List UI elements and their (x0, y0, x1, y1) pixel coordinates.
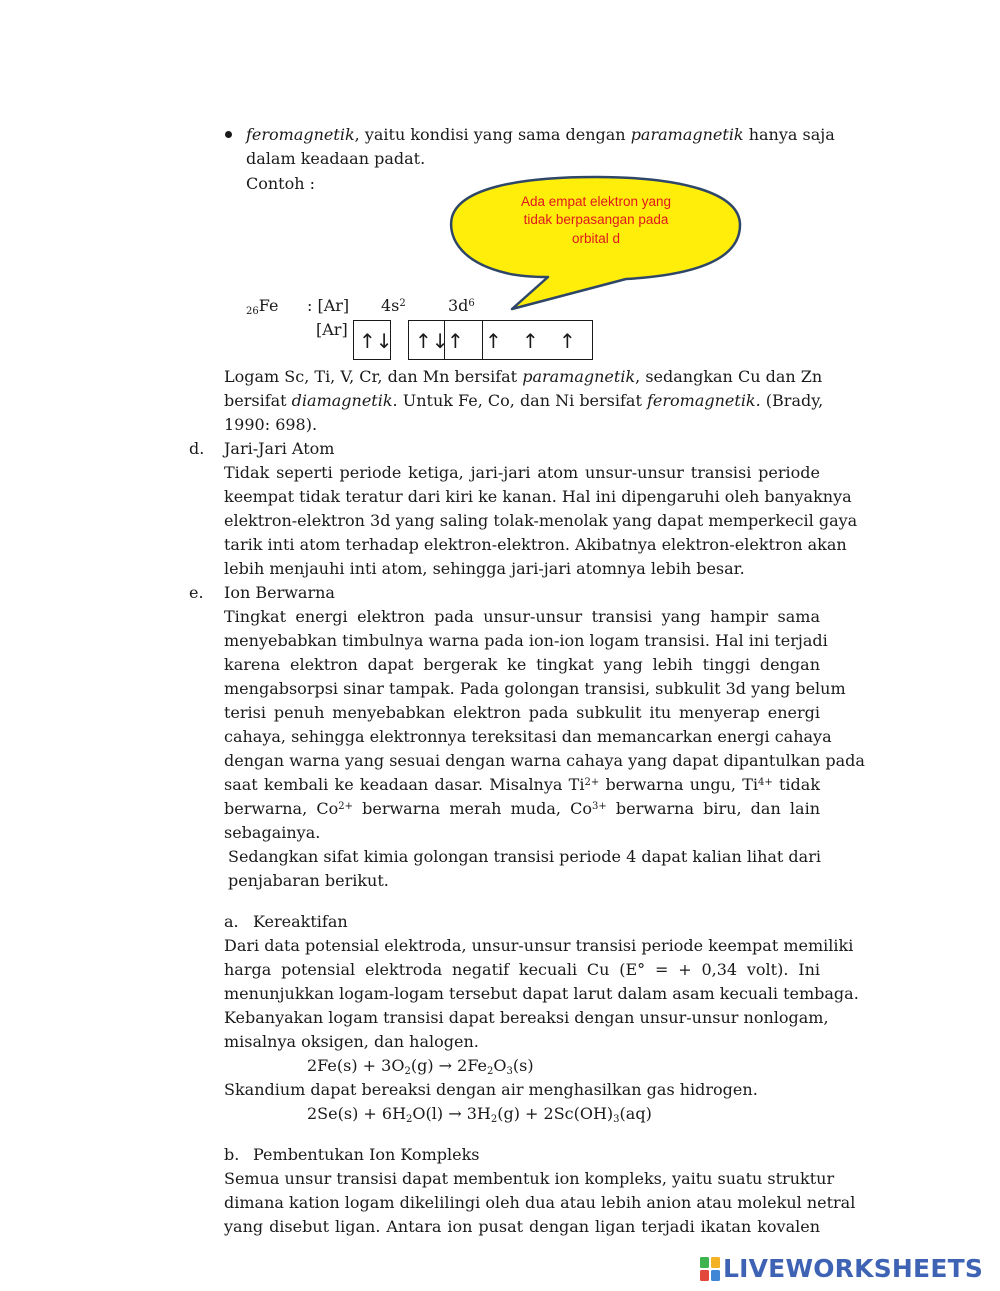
section-e-line: dengan warna yang sesuai dengan warna cahaya yang dapat dipantulkan pada (224, 751, 865, 770)
section-e-marker: e. (189, 583, 204, 602)
section-d-line: elektron-elektron 3d yang saling tolak-menolak yang dapat memperkecil gaya (224, 511, 858, 530)
section-b-marker: b. (224, 1145, 240, 1164)
callout-line-2: tidak berpasangan pada (523, 212, 669, 227)
section-d-marker: d. (189, 439, 205, 458)
orbital-3d (408, 320, 593, 360)
section-d-line: Tidak seperti periode ketiga, jari-jari atom unsur-unsur transisi periode (224, 463, 820, 482)
section-e-line: menyebabkan timbulnya warna pada ion-ion logam transisi. Hal ini terjadi (224, 631, 828, 650)
logam-line-1: Logam Sc, Ti, V, Cr, dan Mn bersifat paramagnetik, sedangkan Cu dan Zn (224, 367, 823, 386)
equation-2: $2Se(s) + 6H_2O(l) \to 3H_2(g) + 2Sc(OH)_3(aq)$ (307, 1104, 652, 1125)
term-paramagnetik: paramagnetik (630, 125, 744, 144)
term-feromagnetik: feromagnetik (246, 125, 355, 144)
arrow-pair-icon: ↑↓ (359, 329, 393, 353)
section-e-line: karena elektron dapat bergerak ke tingkat yang lebih tinggi dengan (224, 655, 820, 674)
section-a-line: Kebanyakan logam transisi dapat bereaksi dengan unsur-unsur nonlogam, (224, 1008, 829, 1027)
section-a-line: Dari data potensial elektroda, unsur-unsur transisi periode keempat memiliki (224, 936, 854, 955)
arrow-up-icon: ↑ (447, 329, 464, 353)
section-e-line: Tingkat energi elektron pada unsur-unsur transisi yang hampir sama (224, 607, 820, 626)
orbital-4s (353, 320, 391, 360)
orbital-divider (482, 321, 483, 359)
label-3d: $3d^6$ (448, 296, 475, 315)
section-e-after-line: Sedangkan sifat kimia golongan transisi periode 4 dapat kalian lihat dari (228, 847, 821, 866)
logam-line-2: bersifat diamagnetik. Untuk Fe, Co, dan Ni bersifat feromagnetik. (Brady, (224, 391, 824, 410)
section-a-line: menunjukkan logam-logam tersebut dapat larut dalam asam kecuali tembaga. (224, 984, 859, 1003)
section-e-line: sebagainya. (224, 823, 321, 842)
arrow-up-icon: ↑ (485, 329, 502, 353)
section-a-line: misalnya oksigen, dan halogen. (224, 1032, 479, 1051)
section-e-title: Ion Berwarna (224, 583, 335, 602)
section-b-line: Semua unsur transisi dapat membentuk ion kompleks, yaitu suatu struktur (224, 1169, 835, 1188)
section-a-marker: a. (224, 912, 239, 931)
section-e-line: mengabsorpsi sinar tampak. Pada golongan transisi, subkulit 3d yang belum (224, 679, 846, 698)
contoh-label: Contoh : (246, 174, 316, 193)
section-e-after-line: penjabaran berikut. (228, 871, 389, 890)
section-e-line: berwarna, $Co^{2+}$ berwarna merah muda, $Co^{3+}$ berwarna biru, dan lain (224, 799, 820, 818)
arrow-pair-icon: ↑↓ (415, 329, 449, 353)
arrow-up-icon: ↑ (522, 329, 539, 353)
core-label-2: [Ar] (316, 320, 348, 339)
section-a-line: harga potensial elektroda negatif kecuali Cu (E° = + 0,34 volt). Ini (224, 960, 820, 979)
section-d-line: keempat tidak teratur dari kiri ke kanan. Hal ini dipengaruhi oleh banyaknya (224, 487, 852, 506)
core-label: : [Ar] (307, 296, 350, 315)
liveworksheets-logo-icon (700, 1257, 720, 1281)
brand-name: LIVEWORKSHEETS (723, 1254, 984, 1283)
callout-line-1: Ada empat elektron yang (520, 194, 672, 209)
feromagnetik-line-1: feromagnetik, yaitu kondisi yang sama dengan paramagnetik hanya saja (246, 125, 835, 144)
equation-1: $2Fe(s) + 3O_2(g) \to 2Fe_2O_3(s)$ (307, 1056, 534, 1077)
label-4s: $4s^2$ (381, 296, 406, 315)
section-d-title: Jari-Jari Atom (224, 439, 335, 458)
arrow-up-icon: ↑ (559, 329, 576, 353)
section-d-line: lebih menjauhi inti atom, sehingga jari-jari atomnya lebih besar. (224, 559, 745, 578)
section-b-line: yang disebut ligan. Antara ion pusat dengan ligan terjadi ikatan kovalen (224, 1217, 820, 1236)
section-b-line: dimana kation logam dikelilingi oleh dua atau lebih anion atau molekul netral (224, 1193, 856, 1212)
section-d-line: tarik inti atom terhadap elektron-elektron. Akibatnya elektron-elektron akan (224, 535, 847, 554)
section-e-line: saat kembali ke keadaan dasar. Misalnya $Ti^{2+}$ berwarna ungu, $Ti^{4+}$ tidak (224, 775, 821, 794)
callout-line-3: orbital d (571, 231, 621, 246)
logam-line-3: 1990: 698). (224, 415, 318, 434)
section-e-line: cahaya, sehingga elektronnya tereksitasi dan memancarkan energi cahaya (224, 727, 832, 746)
section-b-title: Pembentukan Ion Kompleks (253, 1145, 480, 1164)
feromagnetik-line-2: dalam keadaan padat. (246, 149, 426, 168)
skandium-line: Skandium dapat bereaksi dengan air menghasilkan gas hidrogen. (224, 1080, 758, 1099)
bullet-icon (225, 131, 232, 138)
fe-symbol: $_{26}$Fe (246, 296, 279, 317)
section-e-line: terisi penuh menyebabkan elektron pada subkulit itu menyerap energi (224, 703, 820, 722)
section-a-title: Kereaktifan (253, 912, 348, 931)
